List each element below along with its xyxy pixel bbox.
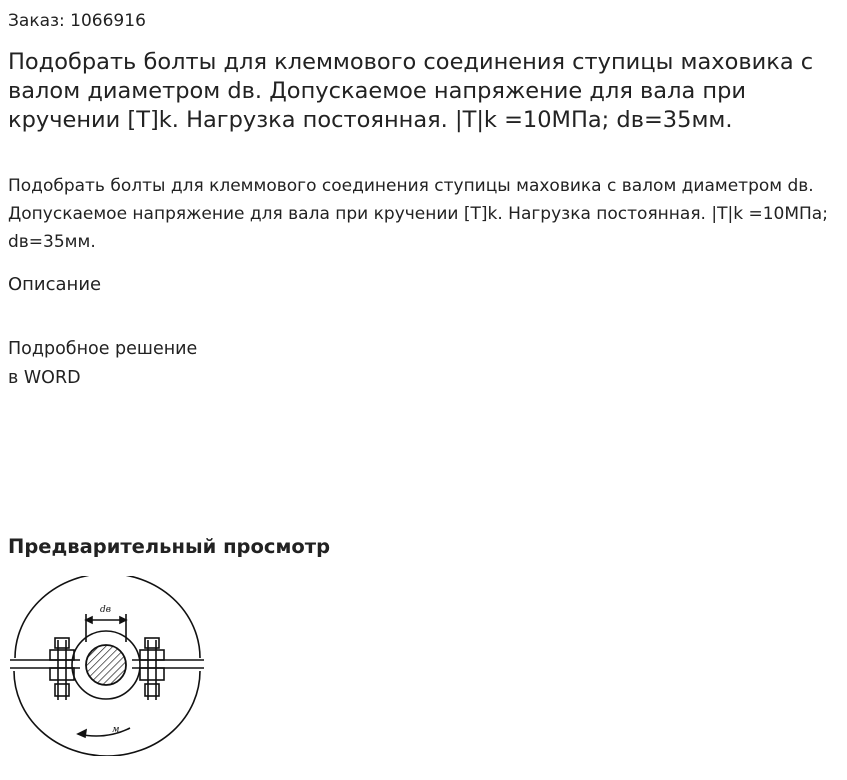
left-bolt-nut [50, 668, 74, 680]
order-number: Заказ: 1066916 [8, 11, 146, 31]
solution-line-detailed: Подробное решение [8, 339, 198, 359]
preview-heading: Предварительный просмотр [8, 535, 331, 558]
preview-image[interactable] [6, 576, 210, 756]
clamp-joint-drawing [6, 576, 210, 756]
left-bolt-head [50, 650, 74, 660]
task-title: Подобрать болты для клеммового соединения ступицы маховика с валом диаметром dв. Допускаемое напряжение для вала при кручении [Т]k. Нагрузка постоянная. |T|k =10МПа; dв=35мм. [8, 49, 814, 133]
solution-info [8, 335, 197, 393]
right-bolt-nut [140, 668, 164, 680]
diameter-label: dв [100, 605, 111, 615]
moment-label: м [112, 725, 120, 735]
description-section-label: Описание [8, 274, 102, 295]
right-bolt-head [140, 650, 164, 660]
solution-line-format: в WORD [8, 368, 81, 388]
task-description: Подобрать болты для клеммового соединения ступицы маховика с валом диаметром dв. Допускаемое напряжение для вала при кручении [Т]k. Нагрузка постоянная. |T|k =10МПа; dв=35мм. [8, 176, 828, 252]
shaft-section [86, 645, 126, 685]
